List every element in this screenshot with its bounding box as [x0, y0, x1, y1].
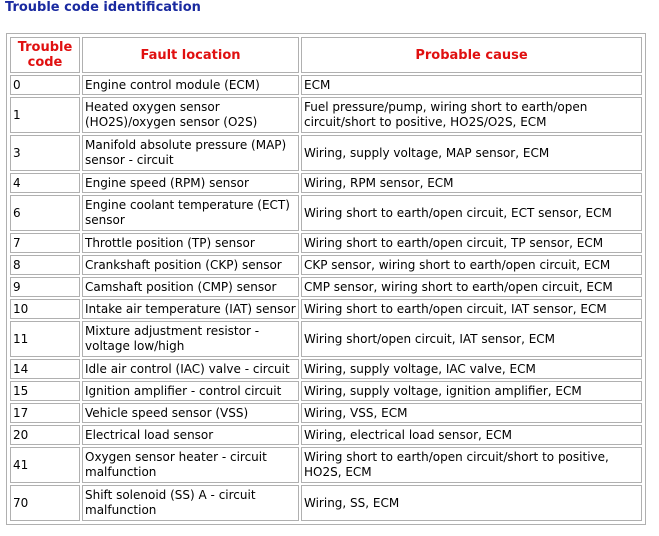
- cell-fault-location: Intake air temperature (IAT) sensor: [82, 299, 299, 319]
- cell-code: 9: [10, 277, 80, 297]
- cell-probable-cause: Wiring, supply voltage, IAC valve, ECM: [301, 359, 642, 379]
- table-row: [10, 195, 642, 231]
- cell-code: 17: [10, 403, 80, 423]
- cell-probable-cause: Wiring short/open circuit, IAT sensor, ECM: [301, 321, 642, 357]
- table-row: [10, 277, 642, 297]
- header-fault-location: Fault location: [82, 37, 299, 73]
- table-row: [10, 75, 642, 95]
- cell-fault-location: Ignition amplifier - control circuit: [82, 381, 299, 401]
- cell-fault-location: Electrical load sensor: [82, 425, 299, 445]
- cell-fault-location: Vehicle speed sensor (VSS): [82, 403, 299, 423]
- cell-code: 7: [10, 233, 80, 253]
- cell-fault-location: Mixture adjustment resistor - voltage low/high: [82, 321, 299, 357]
- cell-code: 0: [10, 75, 80, 95]
- table-header-row: [10, 37, 642, 73]
- cell-probable-cause: Wiring, supply voltage, MAP sensor, ECM: [301, 135, 642, 171]
- cell-probable-cause: Wiring, electrical load sensor, ECM: [301, 425, 642, 445]
- cell-fault-location: Idle air control (IAC) valve - circuit: [82, 359, 299, 379]
- cell-fault-location: Crankshaft position (CKP) sensor: [82, 255, 299, 275]
- cell-code: 4: [10, 173, 80, 193]
- table-row: [10, 299, 642, 319]
- header-probable-cause: Probable cause: [301, 37, 642, 73]
- table-row: [10, 233, 642, 253]
- cell-fault-location: Camshaft position (CMP) sensor: [82, 277, 299, 297]
- cell-code: 15: [10, 381, 80, 401]
- header-trouble-code: Trouble code: [10, 37, 80, 73]
- cell-fault-location: Shift solenoid (SS) A - circuit malfunction: [82, 485, 299, 521]
- cell-fault-location: Engine control module (ECM): [82, 75, 299, 95]
- cell-probable-cause: Fuel pressure/pump, wiring short to earth/open circuit/short to positive, HO2S/O2S, ECM: [301, 97, 642, 133]
- cell-fault-location: Manifold absolute pressure (MAP) sensor - circuit: [82, 135, 299, 171]
- cell-code: 41: [10, 447, 80, 483]
- table-row: [10, 321, 642, 357]
- cell-fault-location: Engine coolant temperature (ECT) sensor: [82, 195, 299, 231]
- cell-probable-cause: Wiring, SS, ECM: [301, 485, 642, 521]
- table-row: [10, 485, 642, 521]
- cell-code: 10: [10, 299, 80, 319]
- cell-code: 6: [10, 195, 80, 231]
- cell-code: 14: [10, 359, 80, 379]
- cell-code: 20: [10, 425, 80, 445]
- table-row: [10, 97, 642, 133]
- cell-probable-cause: Wiring, supply voltage, ignition amplifier, ECM: [301, 381, 642, 401]
- table-row: [10, 381, 642, 401]
- trouble-code-table-frame: [6, 33, 646, 525]
- trouble-code-table: [8, 35, 644, 523]
- cell-probable-cause: Wiring, VSS, ECM: [301, 403, 642, 423]
- cell-code: 1: [10, 97, 80, 133]
- cell-fault-location: Heated oxygen sensor (HO2S)/oxygen sensor (O2S): [82, 97, 299, 133]
- table-row: [10, 447, 642, 483]
- table-row: [10, 255, 642, 275]
- cell-probable-cause: Wiring short to earth/open circuit, TP sensor, ECM: [301, 233, 642, 253]
- cell-probable-cause: Wiring short to earth/open circuit, IAT sensor, ECM: [301, 299, 642, 319]
- cell-fault-location: Throttle position (TP) sensor: [82, 233, 299, 253]
- cell-probable-cause: Wiring short to earth/open circuit, ECT sensor, ECM: [301, 195, 642, 231]
- table-row: [10, 173, 642, 193]
- table-row: [10, 135, 642, 171]
- page-title: Trouble code identification: [5, 0, 201, 15]
- cell-code: 3: [10, 135, 80, 171]
- table-row: [10, 359, 642, 379]
- cell-probable-cause: CKP sensor, wiring short to earth/open circuit, ECM: [301, 255, 642, 275]
- cell-probable-cause: CMP sensor, wiring short to earth/open circuit, ECM: [301, 277, 642, 297]
- cell-code: 11: [10, 321, 80, 357]
- cell-code: 8: [10, 255, 80, 275]
- cell-probable-cause: Wiring, RPM sensor, ECM: [301, 173, 642, 193]
- table-row: [10, 425, 642, 445]
- cell-code: 70: [10, 485, 80, 521]
- cell-fault-location: Oxygen sensor heater - circuit malfunction: [82, 447, 299, 483]
- cell-fault-location: Engine speed (RPM) sensor: [82, 173, 299, 193]
- cell-probable-cause: ECM: [301, 75, 642, 95]
- table-row: [10, 403, 642, 423]
- cell-probable-cause: Wiring short to earth/open circuit/short to positive, HO2S, ECM: [301, 447, 642, 483]
